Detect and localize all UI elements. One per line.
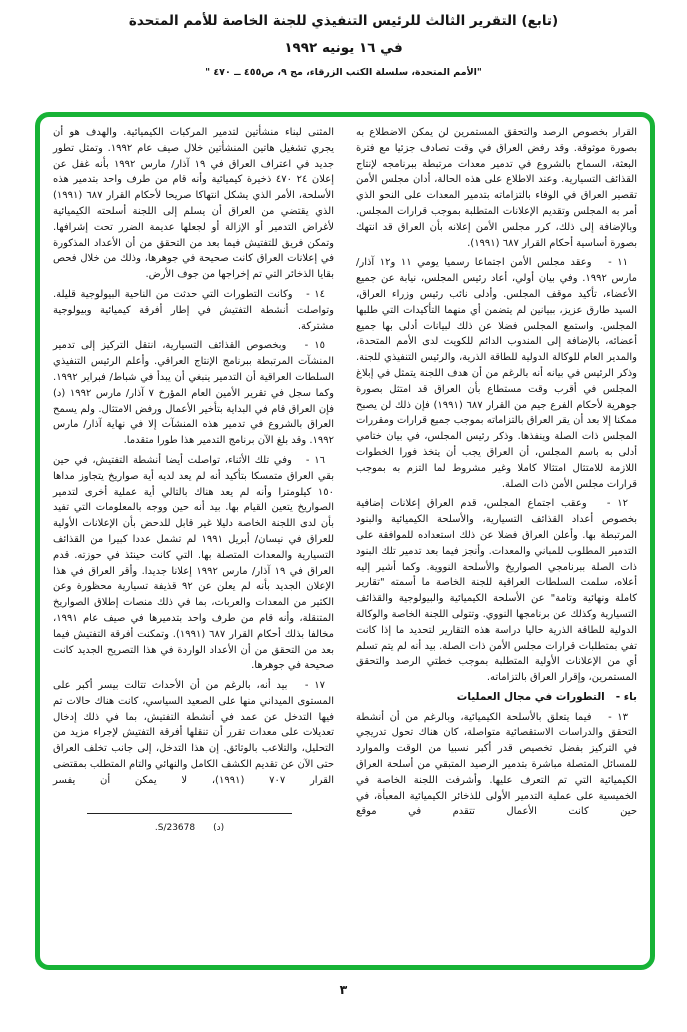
footnote-block	[53, 813, 334, 837]
paragraph-continuation: القرار بخصوص الرصد والتحقق المستمرين لن يمكن الاضطلاع به بصورة موثوقة. وقد رفض العراق في وقت تصادف جزئيا مع فترة البعثة، السماح بالشروع في تدمير معدات مرتبطة ببرنامجه لإنتاج القذائف التسيارية. وعند الاطلاع على هذه الحالة، أدان مجلس الأمن تقصير العراق في الوفاء بالتزاماته بتدمير المعدات على النحو الذي أمر به المجلس وتقديم الإعلانات المتطلبة بموجب قرارات المجلس. وبالإضافة إلى ذلك، كرر مجلس الأمن إعلانه بأن العراق قد انتهك بصورة أساسية أحكام القرار ٦٨٧ (١٩٩١).	[356, 127, 637, 249]
paragraph-11: ١١ - وعقد مجلس الأمن اجتماعا رسميا يومي ١١ و١٢ آذار/ مارس ١٩٩٢. وفي بيان أولي، أعاد رئيس المجلس، نيابة عن جميع الأعضاء، تأكيد موقف المجلس. وأدلى نائب رئيس وزراء العراق، السيد طارق عزيز، ببيانين لم يتضمن أي منهما التأكيدات التي طلبها المجلس. واستمع المجلس فضلا عن ذلك لبيانات أدلى بها جميع أعضائه، بالإضافة إلى المندوب الدائم للكويت لدى الأمم المتحدة، والمدير العام للوكالة الدولية للطاقة الذرية، والرئيس التنفيذي للجنة. وذكر الرئيس في بيانه أنه بالرغم من أن هدف اللجنة يتمثل في إبلاغ المجلس في أقرب وقت مستطاع بأن العراق قد امتثل بصورة جوهرية لأحكام الفرع جيم من القرار ٦٨٧ (١٩٩١) فإن ذلك لن يصبح ممكنا إلا بعد أن يقر العراق بالتزاماته بموجب جميع قرارات ومقررات المجلس ذات الصلة وينفذها. وذكر رئيس المجلس، في بيان ختامي أدلى به باسم المجلس، أن العراق يجب أن يتخذ فورا الخطوات اللازمة للامتثال امتثالا كاملا وغير مشروط لما التزم به بموجب قرارات مجلس الأمن ذات الصلة.	[356, 257, 637, 490]
paragraph-13: ١٣ - فيما يتعلق بالأسلحة الكيميائية، وبالرغم من أن أنشطة التحقق والدراسات الاستقصائية متواصلة، كان هناك تحول تدريجي في التركيز بفضل تخصيص قدر أكبر نسبيا من الوقت والموارد للمسائل المتصلة مباشرة بتدمير الرصيد المتبقي من أسلحة العراق الكيميائية التي تم التعرف عليها. وأشرفت اللجنة الخاصة في الخميسية على عملية التدمير الأولى للذخائر الكيميائية المعبأة، في حين كانت الأعمال تتقدم في موقع	[356, 711, 637, 818]
paragraph-17: ١٧ - بيد أنه، بالرغم من أن الأحداث تتالت بيسر أكبر على المستوى الميداني منها على الصعيد السياسي، كانت هناك حالات تم فيها التدخل عن عمد في أنشطة التفتيش، بما في ذلك إدخال تعديلات على معدات تقرر أن تنقلها أفرقة التفتيش لإجراء مزيد من التحليل، والتلاعب بالوثائق. إن هذا التدخل، إلى جانب تخلف العراق حتى الآن عن تقديم الكشف الكامل والنهائي والتام المتطلب بمقتضى القرار ٧٠٧ (١٩٩١)، لا يمكن أن يفسر	[53, 680, 334, 786]
document-header	[0, 0, 687, 79]
footnote-line	[87, 821, 292, 837]
green-border-frame	[35, 112, 655, 970]
paragraph-15: ١٥ - وبخصوص القذائف التسيارية، انتقل التركيز إلى تدمير المنشآت المرتبطة ببرنامج الإنتاج العراقي. وأعلم الرئيس التنفيذي السلطات العراقية أن التدمير ينبغي أن يبدأ في شباط/ فبراير ١٩٩٢. وكما سجل في تقرير الأمين العام المؤرخ ٧ آذار/ مارس ١٩٩٢ (د) فإن العراق قام في البداية بتأخير الأعمال ورفض الامتثال. ولم يسمح العراق بالشروع في تدمير هذه المنشآت إلا في نهاية آذار/ مارس ١٩٩٢. وقد بلغ الآن برنامج التدمير هذا طورا متقدما.	[53, 340, 334, 447]
section-heading-operations: باء - التطورات في مجال العمليات	[456, 690, 637, 703]
footnote-divider	[87, 813, 292, 814]
footnote-document-number: S/23678.	[154, 822, 196, 833]
report-title-line: (تابع) التقرير الثالث للرئيس التنفيذي للجنة الخاصة للأمم المتحدة	[128, 13, 559, 29]
two-column-text	[53, 125, 637, 959]
paragraph-continuation-2: المثنى لبناء منشأتين لتدمير المركبات الكيميائية. والهدف هو أن يجري تشغيل هاتين المنشأتين خلال صيف عام ١٩٩٢. وتمثل تطور جديد في اعتراف العراق في ١٩ آذار/ مارس ١٩٩٢ بأنه غفل عن إعلان ٢٤ ٤٧٠ ذخيرة كيميائية وأنه قام من طرف واحد بتدمير هذه الأسلحة، الأمر الذي يشكل انتهاكا صريحا لأحكام القرار ٦٨٧ (١٩٩١) الذي يقتضي من العراق أن يسلم إلى اللجنة أسلحته الكيميائية لأغراض التدمير أو الإزالة أو لجعلها عديمة الضرر تحت إشرافها. وتمكن فريق للتفتيش فيما بعد من التحقق من أن الأعداد المذكورة في إعلانات العراق كانت صحيحة في جوهرها، وذلك من خلال فحص بقايا الذخائر التي تم إخراجها من جوف الأرض.	[53, 127, 335, 281]
paragraph-14: ١٤ - وكانت التطورات التي حدثت من الناحية البيولوجية قليلة. وتواصلت أنشطة التفتيش في إطار أفرقة كيميائية وبيولوجية مشتركة.	[53, 288, 334, 332]
column-first-right	[356, 125, 637, 959]
footnote-marker: (د)	[213, 822, 225, 833]
column-second-left	[53, 125, 334, 959]
paragraph-16: ١٦ - وفي تلك الأثناء، تواصلت أيضا أنشطة التفتيش، في حين بقي العراق متمسكا بتأكيد أنه لم يعد لديه أية صواريخ يتجاوز مداها ١٥٠ كيلومترا وأنه لم يعد هناك بالتالي أية عملية أخرى لتدمير الصواريخ يتعين القيام بها. بيد أنه حين ووجه بالمعلومات التي تفيد بأن لدى اللجنة الخاصة دليلا غير قابل للدحض بأن الإعلانات الأولية للعراق في نيسان/ أبريل ١٩٩١ لم تشمل عددا كبيرا من القذائف التسيارية والمعدات المتصلة بها. التي كانت حينئذ في حوزته. قدم العراق في ١٩ آذار/ مارس ١٩٩٢ إعلانا جديدا. وأقر العراق في هذا الإعلان الجديد بأنه لم يعلن عن ٩٢ قذيفة تسيارية محظورة وعن الكثير من المعدات والعربات، بما في ذلك منصات إطلاق الصواريخ المتنقلة، وأنه قام من طرف واحد بتدميرها في صيف عام ١٩٩١، مخالفا بذلك أحكام القرار ٦٨٧ (١٩٩١). وتمكنت أفرقة التفتيش فيما بعد من التحقق من أن الأعداد الواردة في هذا التصريح الجديد كانت صحيحة في جوهرها.	[53, 454, 335, 672]
source-citation-line: "الأمم المتحدة، سلسلة الكتب الزرقاء، مج ٩، ص٤٥٥ ــ ٤٧٠ "	[205, 67, 482, 79]
report-date-line: في ١٦ يونيه ١٩٩٢	[284, 40, 403, 57]
page-number: ٣	[339, 982, 348, 997]
paragraph-12: ١٢ - وعقب اجتماع المجلس، قدم العراق إعلانات إضافية بخصوص أعداد القذائف التسيارية، والأسلحة الكيميائية والبنود المرتبطة بها. وأعلن العراق فضلا عن ذلك استعداده للموافقة على التدمير المطلوب للمباني والمعدات. وأنجز فيما بعد تدمير تلك البنود ذات الصلة ببرنامجي الصواريخ والأسلحة النووية. وكما أشير إليه أعلاه، سلمت السلطات العراقية للجنة الخاصة ما أسمته "تقارير كاملة ونهائية وتامة" عن الأسلحة الكيميائية والبيولوجية والقذائف التسيارية وكذلك عن برنامجها النووي. وتتولى اللجنة الخاصة والوكالة الدولية للطاقة الذرية حاليا دراسة هذه التقارير لتحديد ما إذا كانت تفي بمتطلبات قرارات مجلس الأمن ذات الصلة. بيد أنه لم يتم تسلم أي من الإعلانات الأولية المتطلبة بموجب خطتي الرصد والتحقق المستمرين، وإقرار العراق بالتزاماته.	[356, 498, 637, 684]
